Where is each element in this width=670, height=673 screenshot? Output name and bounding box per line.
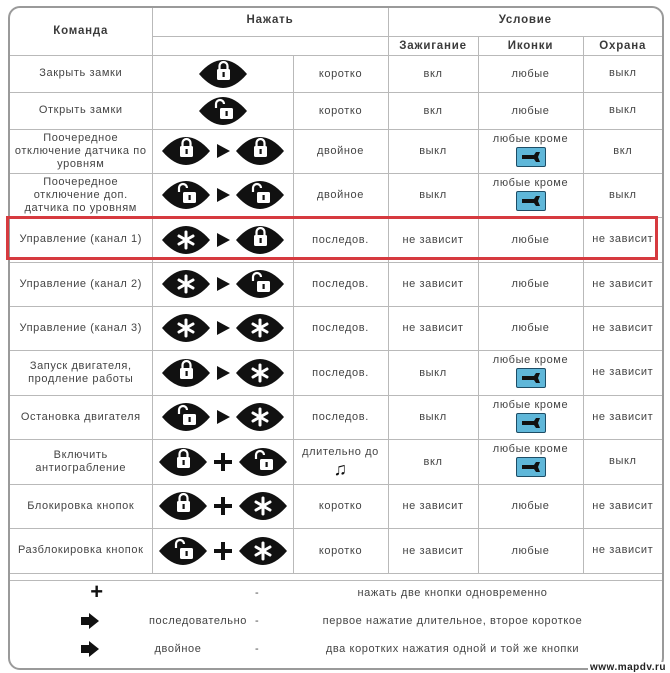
press-type-label: двойное [317, 145, 364, 157]
icons-label: любые [511, 104, 550, 117]
ignition-cell: вкл [388, 55, 478, 92]
wrench-icon [516, 368, 546, 388]
press-type-label: коротко [318, 67, 363, 80]
star-button-icon [234, 402, 286, 432]
table-row [10, 217, 662, 262]
lock-button-icon [160, 136, 212, 166]
header-icons: Иконки [478, 36, 583, 55]
legend-label: последовательно [148, 615, 247, 627]
header-command: Команда [10, 8, 152, 55]
button-cell [152, 528, 293, 573]
star-button-icon [237, 536, 289, 566]
icons-cell [478, 306, 583, 350]
command-name: Поочередное отключение доп. датчика по уровням [10, 173, 152, 217]
icons-label: любые [511, 322, 550, 334]
icons-cell [478, 484, 583, 528]
icons-cell [478, 55, 583, 92]
lock-button-icon [234, 136, 286, 166]
press-type [293, 528, 388, 573]
icons-label: любые [511, 67, 550, 80]
legend-dash: - [255, 643, 260, 655]
legend-row [10, 609, 662, 635]
legend-dash: - [255, 587, 260, 599]
guard-cell: не зависит [583, 217, 662, 262]
guard-cell: выкл [583, 439, 662, 484]
press-type [293, 173, 388, 217]
ignition-cell: выкл [388, 173, 478, 217]
icons-label: любые [511, 278, 550, 290]
press-type [293, 395, 388, 439]
guard-cell: не зависит [583, 350, 662, 395]
header-press-blank [152, 36, 388, 55]
table-row [10, 350, 662, 395]
plus-icon [212, 495, 234, 517]
press-type [293, 217, 388, 262]
ignition-cell: выкл [388, 129, 478, 173]
button-cell [152, 484, 293, 528]
guard-cell: не зависит [583, 395, 662, 439]
icons-label: любые кроме [492, 353, 569, 366]
command-name: Разблокировка кнопок [10, 528, 152, 573]
button-sequence [153, 180, 293, 210]
icons-cell [478, 217, 583, 262]
ignition-cell: не зависит [388, 262, 478, 306]
header-ignition: Зажигание [388, 36, 478, 55]
button-sequence [153, 358, 293, 388]
icons-label: любые кроме [492, 442, 569, 455]
ignition-cell: выкл [388, 395, 478, 439]
button-cell [152, 395, 293, 439]
icons-label: любые кроме [492, 176, 569, 189]
arrow-icon [215, 365, 231, 381]
press-type [293, 350, 388, 395]
arrow-icon [80, 641, 100, 660]
star-button-icon [160, 269, 212, 299]
arrow-icon [215, 187, 231, 203]
legend-row [10, 637, 662, 663]
lock-button-icon [234, 225, 286, 255]
button-sequence [153, 96, 293, 126]
press-type [293, 306, 388, 350]
header-press: Нажать [152, 8, 388, 36]
command-name: Управление (канал 2) [10, 262, 152, 306]
press-type-label: последов. [312, 322, 369, 334]
lock-button-icon [160, 358, 212, 388]
button-sequence [153, 402, 293, 432]
arrow-icon [80, 613, 100, 632]
unlock-button-icon [197, 96, 249, 126]
plus-icon [212, 451, 234, 473]
arrow-icon [215, 143, 231, 159]
press-type [293, 129, 388, 173]
button-sequence [153, 491, 293, 521]
legend-row [10, 581, 662, 607]
star-button-icon [160, 313, 212, 343]
unlock-button-icon [160, 402, 212, 432]
unlock-button-icon [234, 269, 286, 299]
button-cell [152, 262, 293, 306]
legend-label: двойное [154, 643, 202, 655]
button-sequence [153, 59, 293, 89]
button-cell [152, 92, 293, 129]
ignition-cell: не зависит [388, 217, 478, 262]
guard-cell: выкл [583, 173, 662, 217]
press-type-label: длительно до [302, 445, 379, 458]
button-sequence [153, 313, 293, 343]
button-cell [152, 217, 293, 262]
table-row [10, 55, 662, 92]
command-table [10, 8, 662, 574]
table-row [10, 92, 662, 129]
wrench-icon [516, 191, 546, 211]
table-row [10, 528, 662, 573]
unlock-button-icon [234, 180, 286, 210]
icons-label: любые [511, 544, 550, 557]
button-sequence [153, 225, 293, 255]
arrow-icon [215, 409, 231, 425]
press-type-label: последов. [312, 366, 369, 379]
arrow-icon [215, 320, 231, 336]
icons-cell [478, 395, 583, 439]
command-name: Управление (канал 3) [10, 306, 152, 350]
star-button-icon [237, 491, 289, 521]
legend-desc: первое нажатие длительное, второе короткое [322, 615, 583, 627]
ignition-cell: не зависит [388, 306, 478, 350]
table-row [10, 129, 662, 173]
guard-cell: не зависит [583, 528, 662, 573]
watermark: www.mapdv.ru [589, 662, 666, 673]
command-name: Поочередное отключение датчика по уровням [10, 129, 152, 173]
arrow-icon [215, 232, 231, 248]
press-type-label: последов. [312, 411, 369, 423]
legend-desc: два коротких нажатия одной и той же кнопки [325, 643, 580, 655]
ignition-cell: выкл [388, 350, 478, 395]
header-guard: Охрана [583, 36, 662, 55]
lock-button-icon [157, 447, 209, 477]
icons-cell [478, 92, 583, 129]
arrow-icon [215, 276, 231, 292]
press-type-label: последов. [312, 233, 369, 246]
ignition-cell: не зависит [388, 484, 478, 528]
guard-cell: вкл [583, 129, 662, 173]
table-row [10, 395, 662, 439]
button-cell [152, 306, 293, 350]
button-sequence [153, 536, 293, 566]
command-name: Включить антиограбление [10, 439, 152, 484]
icons-label: любые кроме [492, 398, 569, 411]
legend-desc: нажать две кнопки одновременно [357, 587, 548, 599]
press-type-label: коротко [318, 104, 363, 117]
ignition-cell: вкл [388, 439, 478, 484]
press-type-label: последов. [312, 278, 369, 290]
guard-cell: не зависит [583, 262, 662, 306]
ignition-cell: не зависит [388, 528, 478, 573]
wrench-icon [516, 457, 546, 477]
plus-icon [212, 540, 234, 562]
icons-cell [478, 129, 583, 173]
plus-icon: + [90, 579, 104, 604]
press-type-label: коротко [318, 544, 363, 557]
unlock-button-icon [160, 180, 212, 210]
button-cell [152, 173, 293, 217]
button-sequence [153, 136, 293, 166]
button-cell [152, 439, 293, 484]
legend [10, 580, 662, 669]
icons-label: любые кроме [492, 132, 569, 145]
unlock-button-icon [237, 447, 289, 477]
wrench-icon [516, 413, 546, 433]
table-row [10, 439, 662, 484]
command-name: Блокировка кнопок [10, 484, 152, 528]
command-name: Управление (канал 1) [10, 217, 152, 262]
icons-cell [478, 439, 583, 484]
press-type-label: коротко [318, 500, 363, 512]
command-name: Открыть замки [10, 92, 152, 129]
table-row [10, 262, 662, 306]
icons-label: любые [511, 233, 550, 246]
press-type [293, 92, 388, 129]
header-condition: Условие [388, 8, 662, 36]
star-button-icon [160, 225, 212, 255]
guard-cell: не зависит [583, 484, 662, 528]
command-name: Закрыть замки [10, 55, 152, 92]
icons-cell [478, 528, 583, 573]
press-type [293, 439, 388, 484]
icons-cell [478, 350, 583, 395]
button-cell [152, 350, 293, 395]
ignition-cell: вкл [388, 92, 478, 129]
button-sequence [153, 447, 293, 477]
command-name: Остановка двигателя [10, 395, 152, 439]
lock-button-icon [157, 491, 209, 521]
star-button-icon [234, 313, 286, 343]
table-row [10, 173, 662, 217]
guard-cell: выкл [583, 55, 662, 92]
music-note-icon: ♫ [333, 458, 348, 479]
lock-button-icon [197, 59, 249, 89]
press-type [293, 262, 388, 306]
table-row [10, 484, 662, 528]
star-button-icon [234, 358, 286, 388]
guard-cell: не зависит [583, 306, 662, 350]
icons-cell [478, 262, 583, 306]
table-row [10, 306, 662, 350]
press-type [293, 55, 388, 92]
button-cell [152, 129, 293, 173]
legend-dash: - [255, 615, 260, 627]
button-cell [152, 55, 293, 92]
unlock-button-icon [157, 536, 209, 566]
command-table-frame [8, 6, 664, 670]
command-name: Запуск двигателя, продление работы [10, 350, 152, 395]
icons-label: любые [511, 500, 550, 512]
button-sequence [153, 269, 293, 299]
press-type-label: двойное [317, 189, 364, 201]
icons-cell [478, 173, 583, 217]
press-type [293, 484, 388, 528]
wrench-icon [516, 147, 546, 167]
guard-cell: выкл [583, 92, 662, 129]
